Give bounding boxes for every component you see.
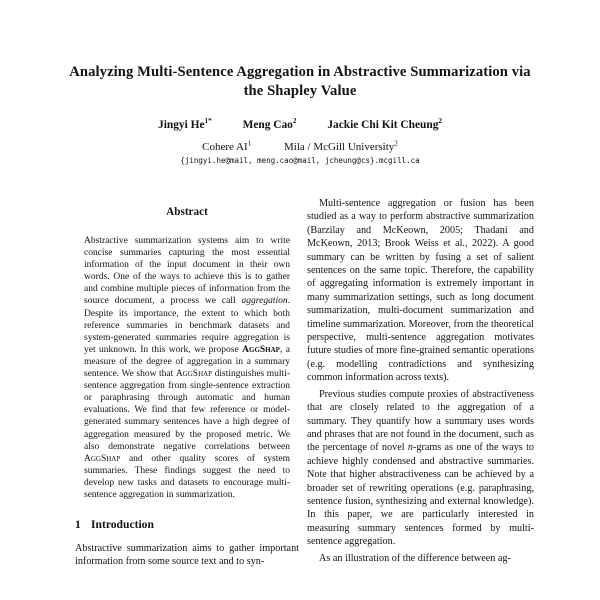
affiliation-2-superscript: 2 — [394, 139, 398, 148]
column-right — [307, 197, 534, 568]
affiliation-2-name: Mila / McGill University — [283, 141, 395, 153]
body-paragraph-2: Previous studies compute proxies of abstractiveness that are closely related to the aggregation of a summary. They quantify how a summary uses words and phrases that are not found in the document, such as the percentage of novel n-grams as one of the ways to achieve highly condensed and abstractive summaries. Note that higher abstractiveness can be achieved by a broader set of rewriting operations (e.g. paraphrasing, sentence fusion, synthesizing and external knowledge). In this paper, we are particularly interested in measuring summary sentences formed by multi-sentence aggregation. — [307, 388, 534, 548]
author-3-name: Jackie Chi Kit Cheung — [327, 119, 439, 131]
emails-line: {jingyi.he@mail, meng.cao@mail, jcheung@cs}.mcgill.ca — [180, 156, 420, 165]
paper-title-line-2: the Shapley Value — [243, 82, 357, 99]
author-1-superscript: 1* — [204, 117, 212, 126]
paper-title-line-1: Analyzing Multi-Sentence Aggregation in Abstractive Summarization via — [69, 64, 531, 80]
author-1-name: Jingyi He — [158, 119, 205, 131]
body-paragraph-3: As an illustration of the difference between ag- — [319, 552, 511, 564]
author-3 — [327, 119, 442, 131]
paper-title — [0, 63, 600, 100]
column-left — [75, 200, 299, 572]
author-1 — [158, 119, 212, 131]
introduction-paragraph: Abstractive summarization aims to gather important information from some source text and to syn- — [75, 543, 299, 568]
authors-line — [0, 119, 600, 131]
author-2 — [243, 119, 297, 131]
affiliation-2 — [284, 141, 398, 153]
author-2-superscript: 2 — [292, 117, 297, 126]
author-3-superscript: 2 — [438, 117, 442, 126]
abstract-heading: Abstract — [166, 206, 208, 218]
section-number: 1 — [75, 518, 81, 532]
section-heading-introduction — [75, 518, 299, 531]
affiliation-1-name: Cohere AI — [202, 141, 248, 153]
affiliation-1-superscript: 1 — [247, 139, 252, 148]
section-title: Introduction — [91, 518, 154, 532]
abstract-body: Abstractive summarization systems aim to write concise summaries capturing the most essential information of the input document in their own words. One of the ways to achieve this is to gather and combine multiple pieces of information from the source document, a process we call aggregation. Despite its importance, the extent to which both reference summaries in benchmark datasets and system-generated summaries require aggregation is yet unknown. In this work, we propose AggShap, a measure of the degree of aggregation in a summary sentence. We show that AggShap distinguishes multi-sentence aggregation from single-sentence extraction or paraphrasing through automatic and human evaluations. We find that few reference or model-generated summary sentences have a high degree of aggregation measured by the proposed metric. We also demonstrate negative correlations between AggShap and other quality scores of system summaries. These findings suggest the need to develop new tasks and datasets to encourage multi-sentence aggregation in summarization. — [84, 236, 290, 500]
body-paragraph-1: Multi-sentence aggregation or fusion has been studied as a way to perform abstractive summarization (Barzilay and McKeown, 2005; Thadani and McKeown, 2013; Brook Weiss et al., 2022). A good summary can be written by fusing a set of salient sentences on the same topic. Therefore, the capability of aggregating information is extremely important in many summarization settings, such as long document summarization, multi-document summarization and timeline summarization. Moreover, from the theoretical perspective, multi-sentence aggregation motivates future studies of more fine-grained semantic operations (e.g. modelling contradictions and synthesizing common information across texts). — [307, 198, 534, 384]
affiliation-1 — [202, 141, 251, 153]
author-2-name: Meng Cao — [242, 119, 293, 131]
affiliations-line — [0, 141, 600, 153]
